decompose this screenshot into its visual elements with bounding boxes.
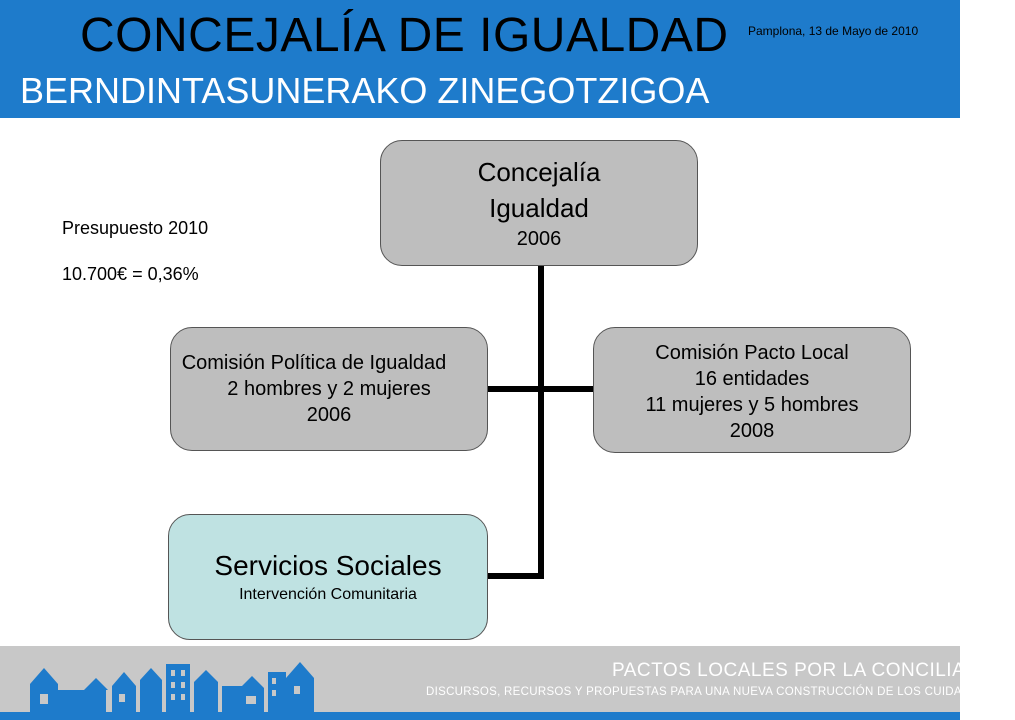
page-title: CONCEJALÍA DE IGUALDAD — [80, 9, 729, 62]
org-node-title: Comisión Política de Igualdad — [181, 352, 447, 374]
org-node-year: 2006 — [306, 404, 352, 426]
org-node-entities: 16 entidades — [694, 368, 810, 390]
org-node-concejalia — [380, 140, 698, 266]
footer-banner — [0, 646, 1015, 720]
page-subtitle: BERNDINTASUNERAKO ZINEGOTZIGOA — [20, 70, 710, 111]
org-node-title-line: Igualdad — [489, 193, 589, 223]
footer-title: PACTOS LOCALES POR LA CONCILIACIÓN — [612, 660, 1015, 681]
org-node-members: 2 hombres y 2 mujeres — [227, 378, 431, 400]
date-label: Pamplona, 13 de Mayo de 2010 — [748, 24, 919, 38]
org-node-comision-politica — [170, 327, 488, 451]
org-node-year: 2006 — [516, 228, 562, 250]
org-node-comision-pacto-local — [593, 327, 911, 453]
budget-label: Presupuesto 2010 — [62, 218, 209, 238]
org-node-members: 11 mujeres y 5 hombres — [645, 394, 859, 416]
org-node-title: Comisión Pacto Local — [655, 342, 849, 364]
budget-value: 10.700€ = 0,36% — [62, 264, 199, 284]
connector-left — [488, 386, 544, 392]
connector-vertical — [538, 266, 544, 579]
connector-bottom — [488, 573, 544, 579]
org-node-year: 2008 — [729, 420, 775, 442]
org-node-title-line: Concejalía — [477, 157, 601, 187]
houses-skyline-icon — [24, 660, 324, 712]
org-node-title: Servicios Sociales — [214, 550, 442, 581]
org-node-subtitle: Intervención Comunitaria — [239, 586, 417, 603]
footer-subtitle: DISCURSOS, RECURSOS Y PROPUESTAS PARA UNA NUEVA CONSTRUCCIÓN DE LOS CUIDADOS — [426, 686, 988, 698]
footer-bar — [0, 712, 960, 720]
header-banner — [0, 0, 960, 118]
connector-right — [538, 386, 594, 392]
org-node-servicios-sociales — [168, 514, 488, 640]
